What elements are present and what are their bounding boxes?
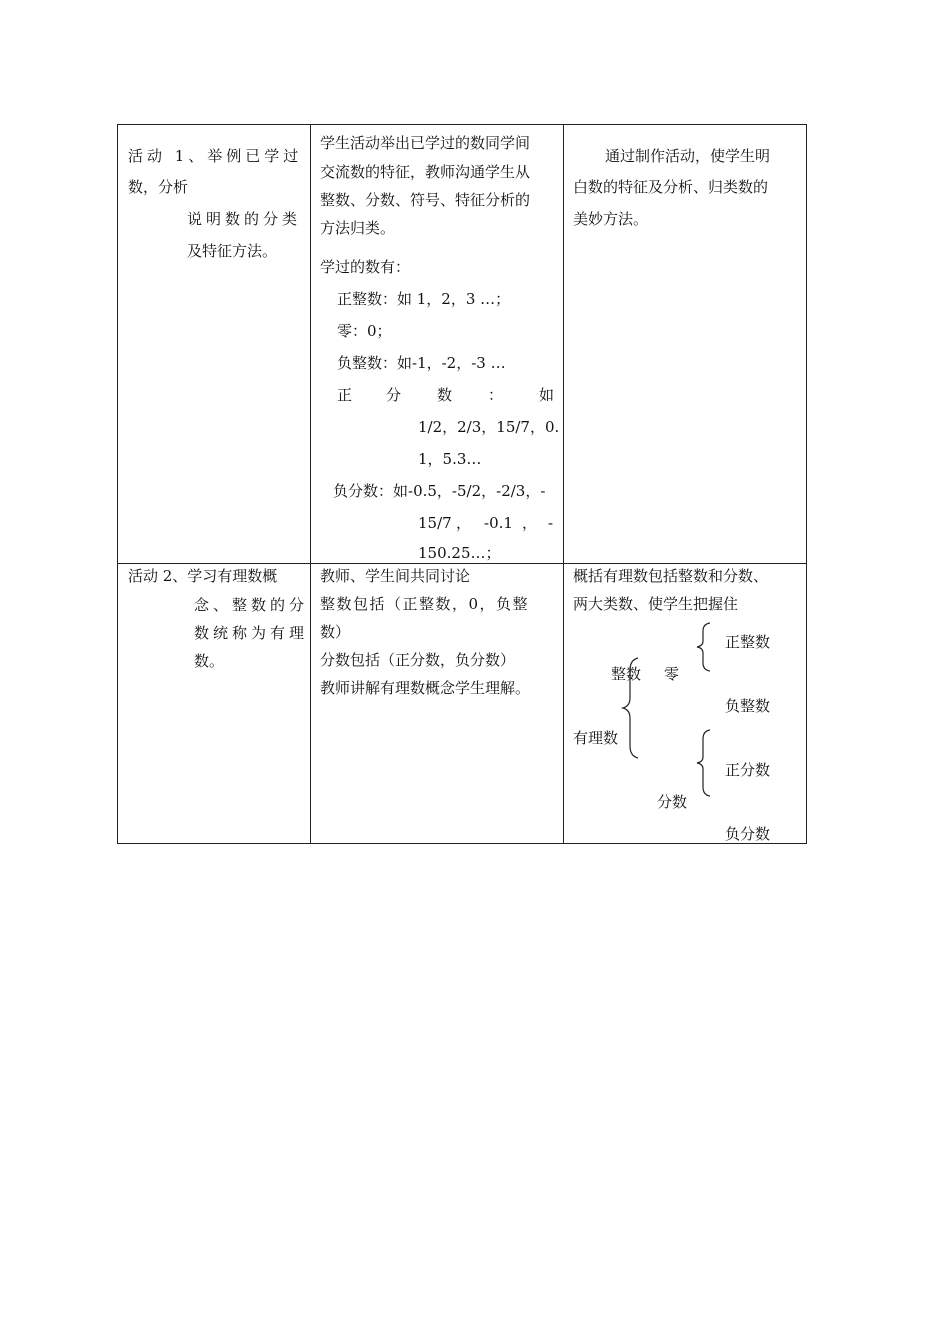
table-top-border <box>117 124 807 125</box>
design-intent-line3: 美妙方法。 <box>573 210 649 228</box>
student-activity-line2: 交流数的特征，教师沟通学生从 <box>320 163 531 181</box>
tree-positive-integers: 正整数 <box>725 633 771 651</box>
pos-frac-label-0: 正 <box>337 386 353 404</box>
neg-frac-value-3: ， <box>522 514 538 532</box>
activity2-line3: 数统称为有理 <box>194 624 309 642</box>
neg-frac-value-1: ， <box>456 514 472 532</box>
activity2-title: 活动 2、学习有理数概 <box>128 567 278 585</box>
table-right-border <box>806 124 807 844</box>
summary-line1: 概括有理数包括整数和分数、 <box>573 567 769 585</box>
tree-zero: 零 <box>664 665 680 683</box>
activity1-line4: 及特征方法。 <box>187 242 278 260</box>
pos-frac-label-1: 分 <box>386 386 402 404</box>
tree-positive-fractions: 正分数 <box>725 761 771 779</box>
pos-frac-label-3: ： <box>488 386 504 404</box>
summary-line2: 两大类数、使学生把握住 <box>573 595 739 613</box>
activity2-line2: 念、整数的分 <box>194 596 309 614</box>
learned-numbers-heading: 学过的数有： <box>320 258 411 276</box>
discussion-line1: 教师、学生间共同讨论 <box>320 567 471 585</box>
zero-example: 零：0； <box>337 322 392 340</box>
fractions-brace <box>694 729 714 797</box>
neg-frac-value-0: 15/7 <box>418 514 452 532</box>
fractions-include: 分数包括（正分数，负分数） <box>320 651 516 669</box>
negative-fractions-example: 负分数：如-0.5，-5/2，-2/3，- <box>333 482 546 500</box>
positive-fractions-values-1: 1/2，2/3，15/7，0. <box>418 418 560 436</box>
column-divider-1 <box>310 124 311 844</box>
pos-frac-label-4: 如 <box>539 386 555 404</box>
student-activity-line4: 方法归类。 <box>320 219 396 237</box>
neg-frac-value-4: - <box>548 514 554 532</box>
column-divider-2 <box>563 124 564 844</box>
design-intent-line1: 通过制作活动，使学生明 <box>605 147 771 165</box>
negative-fractions-values-end: 150.25…； <box>418 544 501 562</box>
tree-fractions: 分数 <box>657 793 688 811</box>
table-bottom-border <box>117 843 807 844</box>
design-intent-line2: 白数的特征及分析、归类数的 <box>573 178 769 196</box>
row-divider <box>117 563 807 564</box>
activity1-title: 活动 1、举例已学过 <box>128 147 303 165</box>
tree-negative-integers: 负整数 <box>725 697 771 715</box>
positive-fractions-values-2: 1，5.3… <box>418 450 482 468</box>
teacher-explains: 教师讲解有理数概念学生理解。 <box>320 679 531 697</box>
pos-frac-label-2: 数 <box>437 386 453 404</box>
positive-integers-example: 正整数：如 1，2，3 …； <box>337 290 511 308</box>
integers-include: 整数包括（正整数，0，负整 <box>320 595 530 613</box>
tree-rational-numbers: 有理数 <box>573 729 619 747</box>
activity2-line4: 数。 <box>194 652 225 670</box>
integers-include-end: 数） <box>320 623 351 641</box>
integers-brace <box>694 622 714 672</box>
activity1-line2: 数，分析 <box>128 178 189 196</box>
activity1-line3: 说明数的分类 <box>187 210 302 228</box>
student-activity-line3: 整数、分数、符号、特征分析的 <box>320 191 531 209</box>
rational-numbers-brace <box>620 656 644 760</box>
negative-integers-example: 负整数：如-1，-2，-3 … <box>337 354 506 372</box>
table-left-border <box>117 124 118 844</box>
tree-negative-fractions: 负分数 <box>725 825 771 843</box>
tree-integers: 整数 <box>611 665 642 683</box>
neg-frac-value-2: -0.1 <box>484 514 513 532</box>
student-activity-line1: 学生活动举出已学过的数同学间 <box>320 134 531 152</box>
